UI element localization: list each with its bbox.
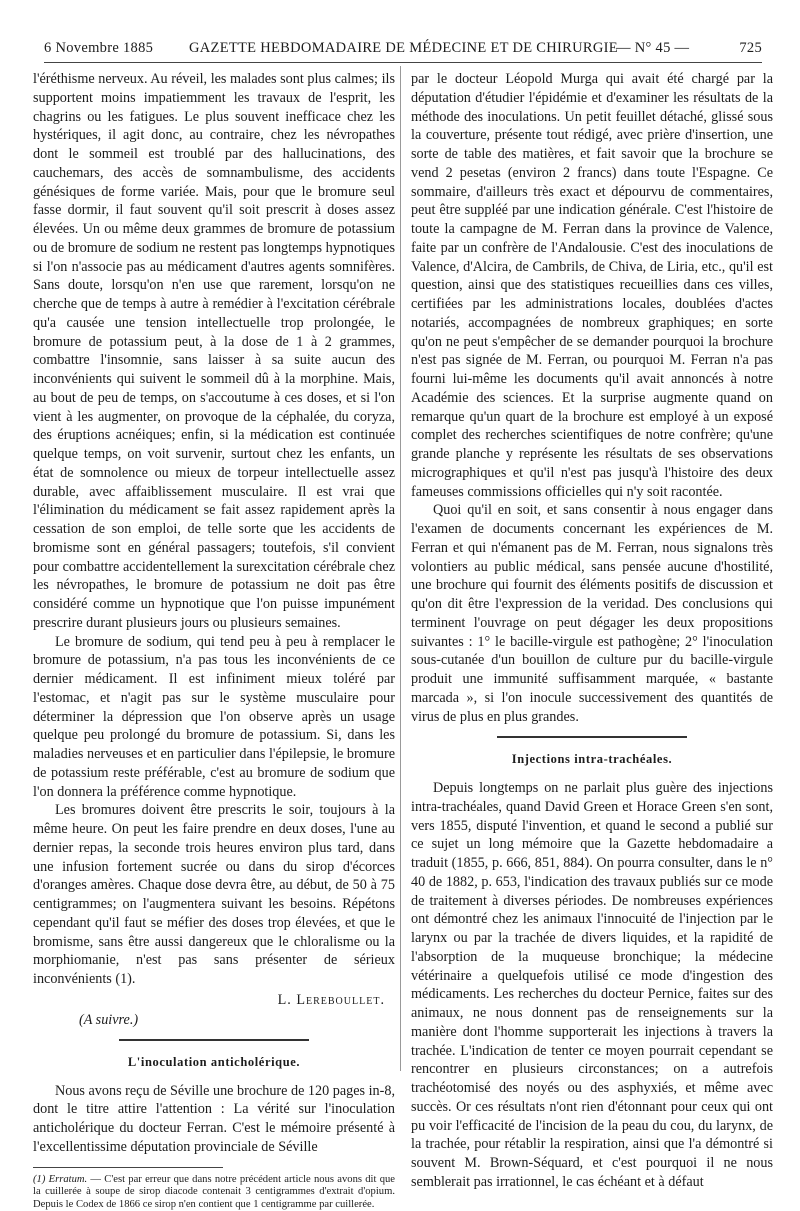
left-column bbox=[33, 70, 395, 1211]
paragraph: l'éréthisme nerveux. Au réveil, les malades sont plus calmes; ils supportent moins impatiemment les travaux de l'esprit, les chagrins ou les fatigues. Le plus souvent inefficace chez les hystériques, il agit donc, au contraire, chez les névropathes dont le sommeil est troublé par des hallucinations, des cauchemars, des accès de somnambulisme, des accidents génésiques de forme variée. Mais, pour que le bromure seul fasse dormir, il faut souvent qu'il soit prescrit à doses assez élevées. Un ou même deux grammes de bromure de potassium ou de bromure de sodium ne restent pas longtemps hypnotiques si l'on n'associe pas au médicament d'autres agents somnifères. Sans doute, lorsqu'on n'en use que rarement, lorsqu'on ne cherche que de temps à autre à remédier à l'excitation cérébrale qu'a causée une tension intellectuelle trop prolongée, le bromure de potassium peut, à la dose de 1 à 2 grammes, combattre l'insomnie, sans laisser à sa suite aucun des inconvénients qui suivent le sommeil dû à la morphine. Mais, au bout de peu de temps, on s'accoutume à ces doses, et si l'on vient à les augmenter, on provoque de la céphalée, du coryza, des éruptions acnéiques; enfin, si la médication est continuée quelque temps, on voit survenir, surtout chez les enfants, un état de somnolence ou mieux de torpeur intellectuelle assez durable, avec affaiblissement musculaire. Il est vrai que l'élimination du médicament se fait assez rapidement après la cessation de son emploi, de telle sorte que les accidents de bromisme sont en général passagers; toutefois, s'il convient pour combattre accidentellement la surexcitation cérébrale chez les névropathes, le bromure de potassium ne doit pas être considéré comme un hypnotique que l'on puisse impunément prescrire durant plusieurs jours ou plusieurs semaines. bbox=[33, 70, 395, 633]
to-be-continued: (A suivre.) bbox=[79, 1011, 138, 1030]
section-title: L'inoculation anticholérique. bbox=[33, 1053, 395, 1072]
footnote bbox=[33, 1174, 395, 1211]
paragraph: Les bromures doivent être prescrits le soir, toujours à la même heure. On peut les faire prendre en deux doses, l'une au dernier repas, la seconde trois heures environ plus tard, dans une infusion fortement sucrée ou dans du sirop d'écorces d'oranges amères. Chaque dose devra être, au début, de 50 à 75 centigrammes; on l'augmentera suivant les besoins. Répétons cependant qu'il faut se méfier des doses trop élevées, et que le bromisme, sans être aussi dangereux que le chloralisme ou la morphiomanie, n'est pas sans présenter de sérieux inconvénients (1). bbox=[33, 801, 395, 989]
page-header bbox=[44, 40, 762, 63]
paragraph: Depuis longtemps on ne parlait plus guère des injections intra-trachéales, quand David Green et Horace Green s'en sont, vers 1855, disputé l'invention, et quand le second a publié sur ce sujet un long mémoire que la Gazette hebdomadaire a traduit (1855, p. 666, 851, 884). On pourra consulter, dans le n° 40 de 1882, p. 653, l'indication des travaux publiés sur ce mode de traitement à diverses périodes. De nombreuses expériences ont démontré chez les animaux l'innocuité de l'injection par le larynx ou par la trachée de divers liquides, et la rapidité de l'absorption de la muqueuse bronchique; la médecine vétérinaire a quelquefois utilisé ce mode d'ingestion des médicaments. Les recherches du docteur Pernice, faites sur des animaux, ne nous donnent pas de renseignements sur la manière dont l'homme supporterait les injections à travers la trachée. L'indication de tenter ce moyen pourrait cependant se rencontrer en plusieurs circonstances; on a autrefois trachéotomisé des noyés ou des asphyxiés, et même avec succès. Or ces résultats n'ont rien d'étonnant pour ceux qui ont pu voir l'efficacité de l'incision de la peau du cou, du larynx, de la trachée, pour rétablir la respiration, ainsi que l'a démontré si souvent M. Brown-Séquard, et c'est pourquoi il ne nous semblerait pas irrationnel, le cas échéant et à défaut bbox=[411, 779, 773, 1192]
right-column bbox=[411, 70, 773, 1192]
footnote-text: — C'est par erreur que dans notre précédent article nous avons dit que la cuillerée à soupe de sirop diacode contenait 3 centigrammes d'extrait d'opium. Depuis le Codex de 1866 ce sirop n'en contient que 1 centigramme par cuillerée. bbox=[33, 1174, 395, 1210]
paragraph: Quoi qu'il en soit, et sans consentir à nous engager dans l'examen de documents concernant les expériences de M. Ferran et qui n'émanent pas de M. Ferran, nous signalons très volontiers au public médical, sans pensée aucune d'hostilité, une brochure qui fournit des éléments positifs de discussion et qu'on dit être l'expression de la veridad. Des conclusions qui terminent l'ouvrage on peut dégager les deux propositions suivantes : 1° le bacille-virgule est pathogène; 2° l'inoculation sous-cutanée d'un bouillon de culture pur du bacille-virgule produit une immunité suffisamment marquée, « bastante marcada », si l'on inocule successivement des quantités de virus de plus en plus grandes. bbox=[411, 501, 773, 726]
header-issue: — N° 45 — bbox=[616, 40, 689, 57]
paragraph: Le bromure de sodium, qui tend peu à peu à remplacer le bromure de potassium, n'a pas tous les inconvénients de ce dernier médicament. Il est infiniment mieux toléré par l'estomac, et n'agit pas sur le système musculaire pour déterminer la dépression que l'on observe après un usage quelque peu prolongé du bromure de potassium. Si, dans les maladies nerveuses et en particulier dans l'épilepsie, le bromure de potassium reste préférable, c'est au bromure de sodium que l'on donnera la préférence comme hypnotique. bbox=[33, 633, 395, 802]
article-signature bbox=[33, 991, 395, 1029]
section-divider bbox=[119, 1039, 309, 1041]
author-name: L. Lereboullet. bbox=[278, 991, 385, 1010]
footnote-divider bbox=[33, 1167, 223, 1168]
section-title: Injections intra-trachéales. bbox=[411, 750, 773, 769]
paragraph: Nous avons reçu de Séville une brochure de 120 pages in-8, dont le titre attire l'attention : La vérité sur l'inoculation anticholérique du docteur Ferran. C'est le mémoire présenté à l'excellentissime députation provinciale de Séville bbox=[33, 1082, 395, 1157]
footnote-label: (1) Erratum. bbox=[33, 1174, 87, 1185]
paragraph: par le docteur Léopold Murga qui avait été chargé par la députation d'étudier l'épidémie et d'examiner les résultats de la méthode des inoculations. Un petit feuillet détaché, glissé sous la couverture, présente tout rédigé, avec prière d'insertion, une sorte de table des matières, et fait savoir que la brochure se vend 2 pesetas (environ 2 francs) dans toute l'Espagne. Ce sommaire, d'ailleurs très exact et dépourvu de commentaires, peut être suppléé par une indication générale. C'est l'histoire de toute la campagne de M. Ferran dans la province de Valence, faite par un confrère de l'Andalousie. C'est des inoculations de Valence, d'Alcira, de Cambrils, de Chiva, de Liria, etc., qu'il est question, ainsi que des statistiques recueillies dans ces villes, certifiées par les administrations locales, doublées d'actes notariés, accompagnées de nombreux graphiques; en sorte qu'on ne peut s'empêcher de se demander pourquoi la brochure n'est pas signée de M. Ferran, ou pourquoi M. Ferran n'a pas fourni lui-même les documents qu'il avait annoncés à notre Académie des sciences. Et la surprise augmente quand on remarque qu'un quart de la brochure est employé à un exposé complet des recherches scientifiques de notre confrère; qu'une grande planche y représente les résultats de ses observations micrographiques et qu'il n'est pas jusqu'à l'histoire des deux fameuses commissions officielles qui n'y soit racontée. bbox=[411, 70, 773, 501]
column-divider bbox=[400, 66, 401, 1071]
header-page-number: 725 bbox=[739, 40, 762, 57]
header-title: GAZETTE HEBDOMADAIRE DE MÉDECINE ET DE CHIRURGIE bbox=[189, 40, 618, 57]
section-divider bbox=[497, 736, 687, 738]
header-date: 6 Novembre 1885 bbox=[44, 40, 153, 57]
